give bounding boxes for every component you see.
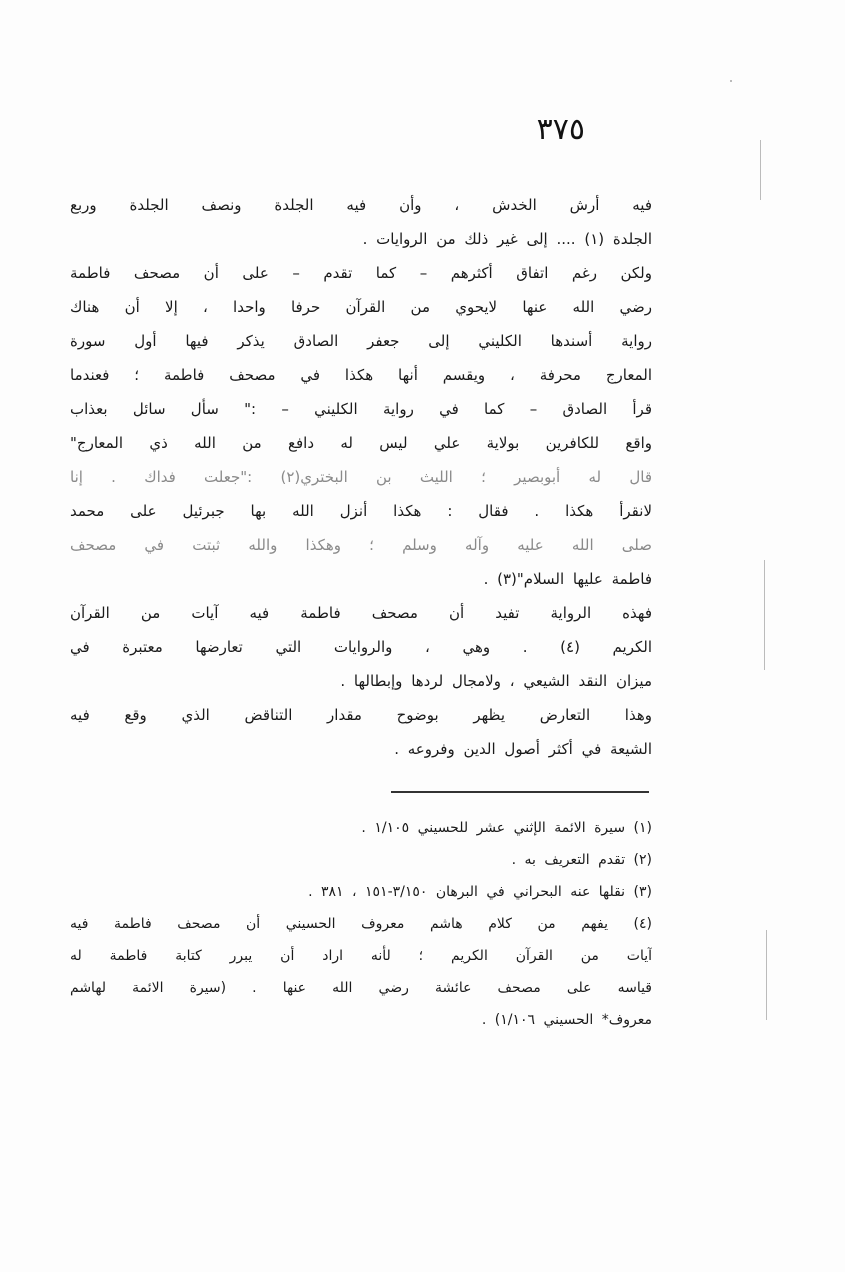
text-line: قرأ الصادق – كما في رواية الكليني – :" سأل سائل بعذاب [70,400,652,418]
scan-artifact [764,560,765,670]
footnote-line: (٢) تقدم التعريف به . [511,852,652,868]
text-line: رواية أسندها الكليني إلى جعفر الصادق يذكر فيها أول سورة [70,332,652,350]
footnote-separator [391,791,649,793]
main-text [70,188,652,766]
page-number: ٣٧٥ [536,112,585,147]
text-line: الجلدة (١) .... إلى غير ذلك من الروايات . [362,230,652,248]
text-line: المعارج محرفة ، ويقسم أنها هكذا في مصحف فاطمة ؛ فعندما [70,366,652,384]
scan-artifact [760,140,761,200]
text-line: فيه أرش الخدش ، وأن فيه الجلدة ونصف الجلدة وربع [70,196,652,214]
text-line: فاطمة عليها السلام"(٣) . [483,570,652,588]
text-line: صلى الله عليه وآله وسلم ؛ وهكذا والله ثبتت في مصحف [70,536,652,554]
text-line: ميزان النقد الشيعي ، ولامجال لردها وإبطالها . [340,672,652,690]
footnote-line: معروف* الحسيني ١/١٠٦) . [481,1012,652,1028]
footnotes [70,812,652,1036]
scan-artifact [730,80,732,82]
text-line: وهذا التعارض يظهر بوضوح مقدار التناقض الذي وقع فيه [70,706,652,724]
footnote-line: (٤) يفهم من كلام هاشم معروف الحسيني أن مصحف فاطمة فيه [70,916,652,932]
footnote-line: (١) سيرة الائمة الإثني عشر للحسيني ١/١٠٥ . [361,820,652,836]
text-line: قال له أبوبصير ؛ الليث بن البختري(٢) :"جعلت فداك . إنا [70,468,652,486]
footnote-line: آيات من القرآن الكريم ؛ لأنه اراد أن يبرر كتابة فاطمة له [70,948,652,964]
text-line: لانقرأ هكذا . فقال : هكذا أنزل الله بها جبرئيل على محمد [70,502,652,520]
scan-artifact [766,930,767,1020]
text-line: رضي الله عنها لايحوي من القرآن حرفا واحدا ، إلا أن هناك [70,298,652,316]
text-line: الشيعة في أكثر أصول الدين وفروعه . [394,740,652,758]
text-line: ولكن رغم اتفاق أكثرهم – كما تقدم – على أن مصحف فاطمة [70,264,652,282]
text-line: واقع للكافرين بولاية علي ليس له دافع من الله ذي المعارج" [70,434,652,452]
footnote-line: (٣) نقلها عنه البحراني في البرهان ٣/١٥٠-١٥١ ، ٣٨١ . [308,884,652,900]
text-line: فهذه الرواية تفيد أن مصحف فاطمة فيه آيات من القرآن [70,604,652,622]
footnote-line: قياسه على مصحف عائشة رضي الله عنها . (سيرة الائمة لهاشم [70,980,652,996]
text-line: الكريم (٤) . وهي ، والروايات التي تعارضها معتبرة في [70,638,652,656]
